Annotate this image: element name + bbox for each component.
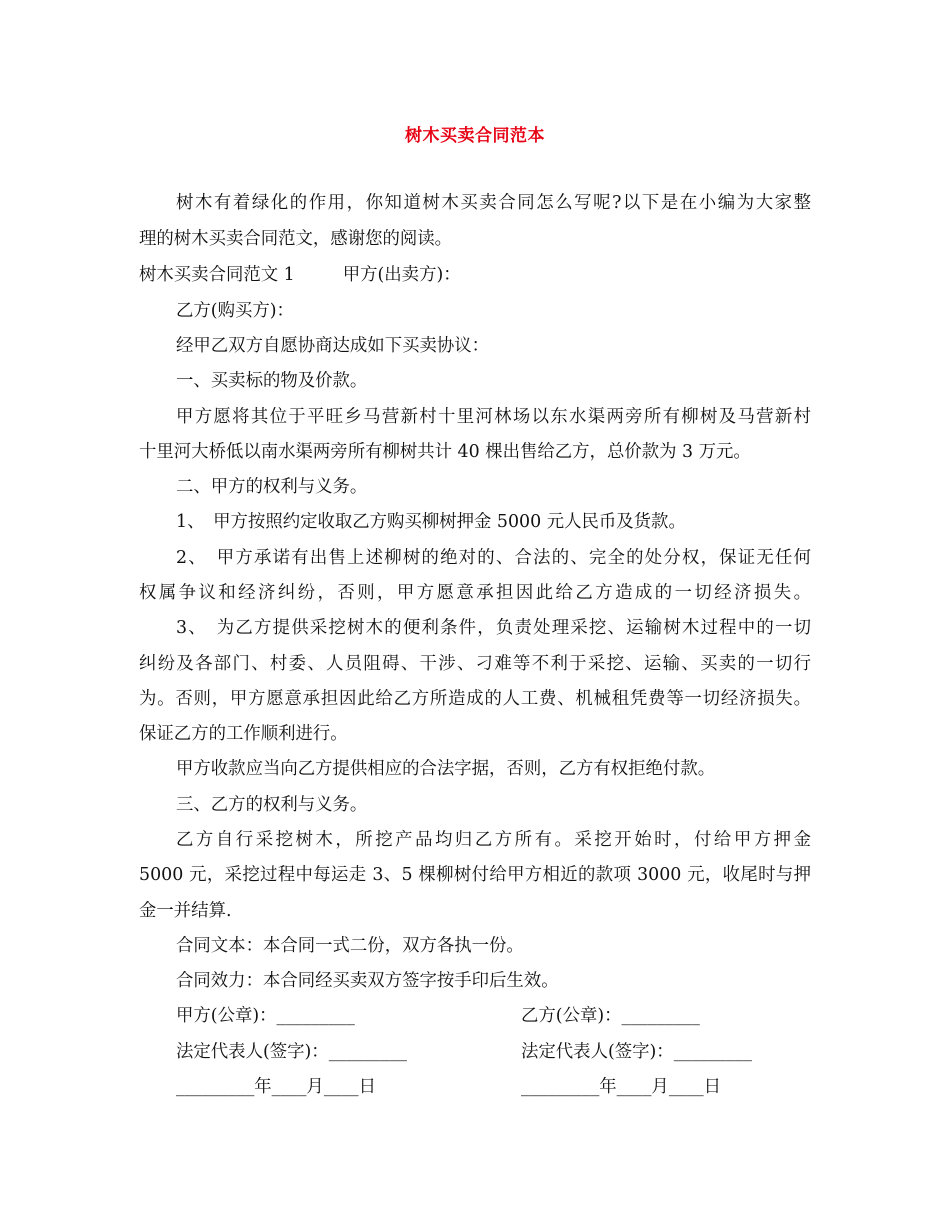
section-2-heading: 二、甲方的权利与义务。 [176,477,368,497]
section-3-heading: 三、乙方的权利与义务。 [176,795,368,815]
sample-heading: 树木买卖合同范文 1 [139,265,295,285]
section-1-text-line-1: 甲方愿将其位于平旺乡马营新村十里河林场以东水渠两旁所有柳树及马营新村 [176,407,811,427]
section-2-item-3-line-2: 纠纷及各部门、村委、人员阻碍、干涉、刁难等不利于采挖、运输、买卖的一切行 [139,654,811,674]
contract-effect-clause: 合同效力：本合同经买卖双方签字按手印后生效。 [176,971,559,991]
intro-paragraph-line-2: 理的树木买卖合同范文，感谢您的阅读。 [139,229,453,249]
section-2-item-2-line-2: 权属争议和经济纠纷，否则，甲方愿意承担因此给乙方造成的一切经济损失。 [139,583,811,603]
party-a-label: 甲方(出卖方)： [342,265,461,285]
party-a-date-field: _________年____月____日 [176,1077,376,1097]
section-3-text-line-3: 金一并结算. [139,901,232,921]
section-2-item-1: 1、 甲方按照约定收取乙方购买柳树押金 5000 元人民币及货款。 [176,512,686,532]
contract-copies-clause: 合同文本：本合同一式二份，双方各执一份。 [176,936,524,956]
section-3-text-line-2: 5000 元，采挖过程中每运走 3、5 棵柳树付给甲方相近的款项 3000 元，收尾时与押 [139,865,811,885]
section-1-heading: 一、买卖标的物及价款。 [176,371,368,391]
agreement-statement: 经甲乙双方自愿协商达成如下买卖协议： [176,336,490,356]
section-2-item-3-line-4: 保证乙方的工作顺利进行。 [139,724,348,744]
party-a-seal-field: 甲方(公章)：_________ [176,1006,355,1026]
document-title: 树木买卖合同范本 [405,126,545,146]
section-3-text-line-1: 乙方自行采挖树木，所挖产品均归乙方所有。采挖开始时，付给甲方押金 [176,830,811,850]
sample-heading-row [139,258,461,292]
party-b-representative-field: 法定代表人(签字)：_________ [521,1042,752,1062]
party-b-date-field: _________年____月____日 [521,1077,721,1097]
party-a-representative-field: 法定代表人(签字)：_________ [176,1042,407,1062]
party-b-seal-field: 乙方(公章)：_________ [521,1006,700,1026]
section-2-item-3-line-3: 为。否则，甲方愿意承担因此给乙方所造成的人工费、机械租凭费等一切经济损失。 [139,689,811,709]
section-2-item-3-line-1: 3、 为乙方提供采挖树木的便利条件，负责处理采挖、运输树木过程中的一切 [176,618,811,638]
party-b-label: 乙方(购买方)： [176,301,294,321]
intro-paragraph-line-1: 树木有着绿化的作用，你知道树木买卖合同怎么写呢?以下是在小编为大家整 [176,193,811,213]
section-2-receipt-clause: 甲方收款应当向乙方提供相应的合法字据，否则，乙方有权拒绝付款。 [176,759,716,779]
section-1-text-line-2: 十里河大桥低以南水渠两旁所有柳树共计 40 棵出售给乙方，总价款为 3 万元。 [139,442,751,462]
section-2-item-2-line-1: 2、 甲方承诺有出售上述柳树的绝对的、合法的、完全的处分权，保证无任何 [176,548,811,568]
